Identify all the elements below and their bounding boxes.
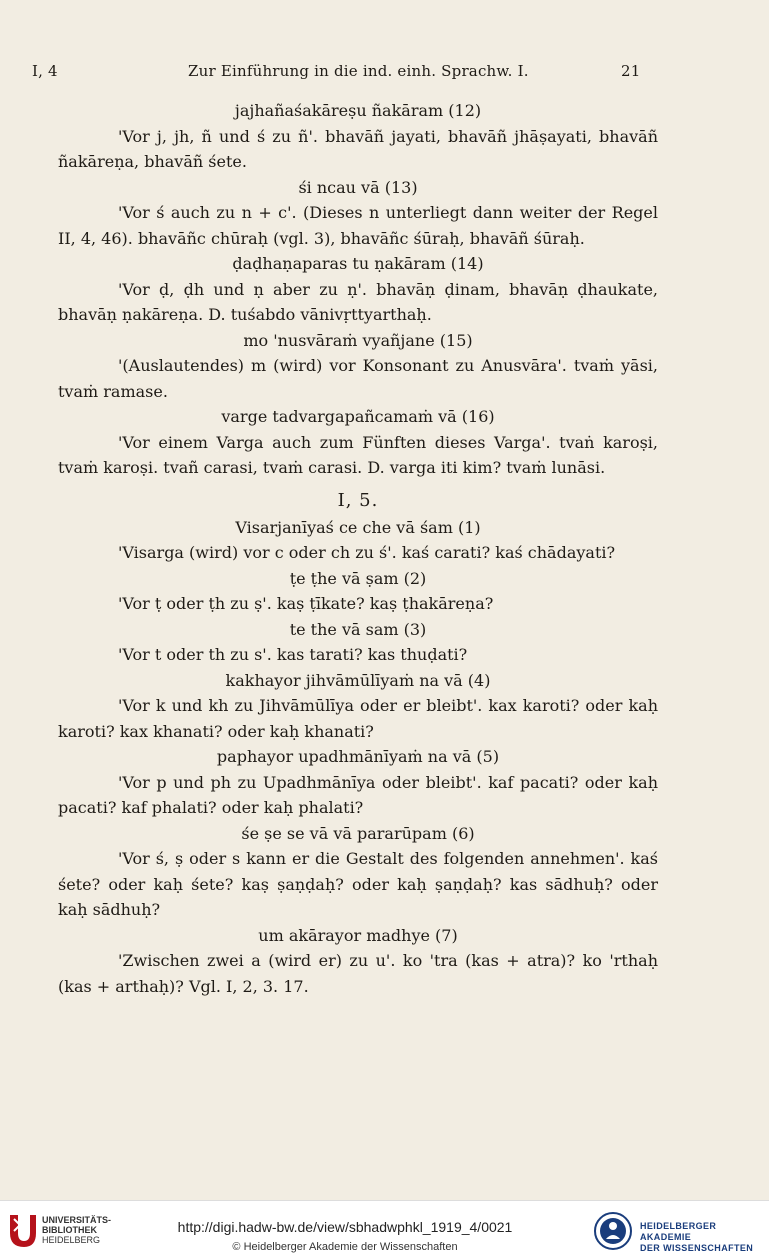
commentary-paragraph: 'Vor ś, ṣ oder s kann er die Gestalt des folgenden annehmen'. kaś śete? oder kaḥ śete? kaṣ ṣaṇḍaḥ? oder kaḥ ṣaṇḍaḥ? kas sādhuḥ? oder kaḥ sādhuḥ? <box>58 849 658 919</box>
sutra-heading: varge tadvargapañcamaṁ vā (16) <box>221 407 495 426</box>
commentary-paragraph: 'Vor ś auch zu n + c'. (Dieses n unterliegt dann weiter der Regel II, 4, 46). bhavāñc chūraḥ (vgl. 3), bhavāñc śūraḥ, bhavāñ śūraḥ. <box>58 203 658 248</box>
sutra-heading: jajhañaśakāreṣu ñakāram (12) <box>234 101 482 120</box>
commentary-paragraph: 'Vor j, jh, ñ und ś zu ñ'. bhavāñ jayati, bhavāñ jhāṣayati, bhavāñ ñakāreṇa, bhavāñ śete. <box>58 126 658 171</box>
page-body <box>58 98 658 999</box>
sutra-heading: śi ncau vā (13) <box>298 177 418 197</box>
library-line-3: HEIDELBERG <box>42 1235 101 1245</box>
commentary-paragraph: '(Auslautendes) m (wird) vor Konsonant zu Anusvāra'. tvaṁ yāsi, tvaṁ ramase. <box>58 356 658 401</box>
footer-bar <box>0 1200 769 1260</box>
sutra-heading: um akārayor madhye (7) <box>258 925 458 945</box>
sutra-heading: mo 'nusvāraṁ vyañjane (15) <box>243 330 473 350</box>
sutra-heading: paphayor upadhmānīyaṁ na vā (5) <box>216 747 500 766</box>
sutra-heading: Visarjanīyaś ce che vā śam (1) <box>235 517 481 537</box>
university-library-logo-icon <box>6 1211 38 1249</box>
commentary-paragraph: 'Vor ḍ, ḍh und ṇ aber zu ṇ'. bhavāṇ ḍinam, bhavāṇ ḍhaukate, bhavāṇ ṇakāreṇa. D. tuśabdo vānivṛttyarthaḥ. <box>58 279 658 324</box>
academy-line-1: HEIDELBERGER AKADEMIE <box>640 1221 717 1242</box>
commentary-paragraph: 'Vor einem Varga auch zum Fünften dieses Varga'. tvaṅ karoṣi, tvaṁ karoṣi. tvañ carasi, tvaṁ carasi. D. varga iti kim? tvaṁ lunāsi. <box>58 432 658 477</box>
sutra-heading: ṭe ṭhe vā ṣam (2) <box>289 568 427 588</box>
copyright-notice: © Heidelberger Akademie der Wissenschaften <box>232 1241 458 1253</box>
permalink-url[interactable]: http://digi.hadw-bw.de/view/sbhadwphkl_1919_4/0021 <box>177 1219 513 1235</box>
commentary-paragraph: 'Vor p und ph zu Upadhmānīya oder bleibt'. kaf pacati? oder kaḥ pacati? kaf phalati? oder kaḥ phalati? <box>58 772 658 817</box>
sutra-heading: kakhayor jihvāmūlīyaṁ na vā (4) <box>225 670 491 690</box>
section-heading: I, 5. <box>337 489 379 511</box>
running-head-left: I, 4 <box>32 62 58 80</box>
sutra-heading: ḍaḍhaṇaparas tu ṇakāram (14) <box>232 254 484 273</box>
sutra-heading: te the vā sam (3) <box>289 619 427 639</box>
running-head-title: Zur Einführung in die ind. einh. Sprachw. I. <box>188 62 529 80</box>
academy-seal-icon <box>593 1211 633 1251</box>
library-line-2: BIBLIOTHEK <box>42 1225 97 1235</box>
university-library-name <box>42 1215 111 1245</box>
sutra-heading: śe ṣe se vā vā pararūpam (6) <box>241 823 475 843</box>
commentary-paragraph: 'Vor k und kh zu Jihvāmūlīya oder er bleibt'. kax karoti? oder kaḥ karoti? kax khanati? oder kaḥ khanati? <box>58 696 658 741</box>
commentary-paragraph: 'Vor ṭ oder ṭh zu ṣ'. kaṣ ṭīkate? kaṣ ṭhakāreṇa? <box>118 594 494 613</box>
page-number: 21 <box>621 62 641 80</box>
library-line-1: UNIVERSITÄTS- <box>42 1215 112 1225</box>
commentary-paragraph: 'Zwischen zwei a (wird er) zu u'. ko 'tra (kas + atra)? ko 'rthaḥ (kas + arthaḥ)? Vgl. I, 2, 3. 17. <box>58 951 658 996</box>
academy-name <box>640 1221 769 1254</box>
commentary-paragraph: 'Vor t oder th zu s'. kas tarati? kas thuḍati? <box>118 645 468 664</box>
commentary-paragraph: 'Visarga (wird) vor c oder ch zu ś'. kaś carati? kaś chādayati? <box>118 543 616 562</box>
academy-line-2: DER WISSENSCHAFTEN <box>640 1243 754 1253</box>
